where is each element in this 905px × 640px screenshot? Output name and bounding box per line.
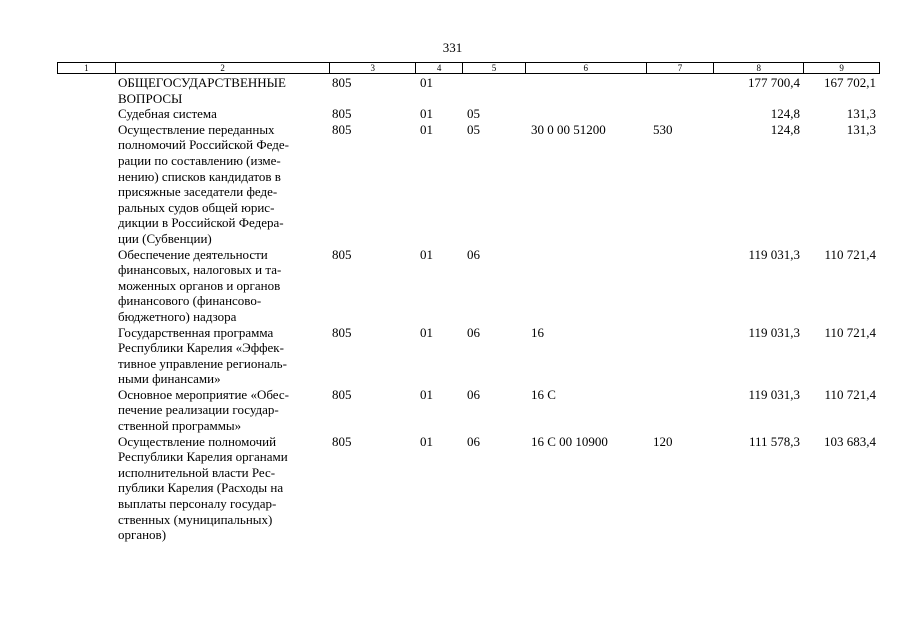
row-target-article: 30 0 00 51200 <box>531 121 606 137</box>
row-section: 01 <box>420 246 433 262</box>
row-grbs: 805 <box>332 121 352 137</box>
row-name: ОБЩЕГОСУДАРСТВЕННЫЕ ВОПРОСЫ <box>118 75 286 106</box>
row-expense-type <box>647 325 715 387</box>
row-name: Осуществление переданных полномочий Российской Феде- рации по составлению (изме- нению) списков кандидатов в присяжные заседатели феде- ральных судов общей юрис- дикции в Российской Федера- ции (Субвенции) <box>118 121 289 246</box>
row-grbs: 805 <box>332 106 352 122</box>
row-subsection: 06 <box>467 433 480 449</box>
row-grbs: 805 <box>332 246 352 262</box>
row-section: 01 <box>420 433 433 449</box>
page-number: 331 <box>442 40 463 55</box>
row-sum-year1: 119 031,3 <box>748 246 800 262</box>
row-sum-year2: 110 721,4 <box>824 246 876 262</box>
row-subsection: 06 <box>467 386 480 402</box>
column-number-2: 2 <box>116 63 330 73</box>
row-subsection: 06 <box>467 324 480 340</box>
row-sum-year2: 110 721,4 <box>824 386 876 402</box>
budget-table-body <box>57 75 880 543</box>
row-expense-type <box>647 247 715 325</box>
row-expense-type <box>647 75 715 106</box>
table-row <box>57 434 880 543</box>
row-sum-year2: 131,3 <box>846 121 876 137</box>
row-name: Основное мероприятие «Обес- печение реализации государ- ственной программы» <box>118 386 289 434</box>
row-expense-type: 530 <box>653 121 673 137</box>
row-grbs: 805 <box>332 386 352 402</box>
row-expense-type <box>647 387 715 434</box>
row-grbs: 805 <box>332 433 352 449</box>
row-target-article <box>526 106 647 122</box>
row-sum-year1: 119 031,3 <box>748 386 800 402</box>
row-section: 01 <box>420 106 433 122</box>
row-grbs: 805 <box>332 75 352 90</box>
column-number-header <box>57 62 880 74</box>
table-row <box>57 122 880 247</box>
column-number-4: 4 <box>416 63 463 73</box>
row-subsection: 05 <box>467 121 480 137</box>
table-row <box>57 106 880 122</box>
row-target-article: 16 <box>531 324 544 340</box>
row-subsection <box>463 75 526 106</box>
row-sum-year2: 103 683,4 <box>824 433 876 449</box>
row-target-article: 16 С <box>531 386 556 402</box>
row-name: Осуществление полномочий Республики Карелия органами исполнительной власти Рес- публики Карелия (Расходы на выплаты персоналу государ- ственных (муниципальных) органов) <box>118 433 288 543</box>
row-name: Государственная программа Республики Карелия «Эффек- тивное управление региональ- ными финансами» <box>118 324 287 387</box>
row-sum-year1: 177 700,4 <box>748 75 800 90</box>
row-section: 01 <box>420 75 433 90</box>
row-sum-year2: 110 721,4 <box>824 324 876 340</box>
table-row <box>57 387 880 434</box>
column-number-1: 1 <box>58 63 116 73</box>
row-sum-year1: 119 031,3 <box>748 324 800 340</box>
row-section: 01 <box>420 386 433 402</box>
table-row <box>57 75 880 106</box>
row-sum-year2: 131,3 <box>846 106 876 122</box>
row-subsection: 05 <box>467 106 480 122</box>
row-expense-type: 120 <box>653 433 673 449</box>
column-number-6: 6 <box>526 63 647 73</box>
table-row <box>57 247 880 325</box>
row-sum-year1: 124,8 <box>770 121 800 137</box>
row-target-article <box>526 247 647 325</box>
column-number-9: 9 <box>839 63 844 73</box>
row-sum-year1: 111 578,3 <box>748 433 800 449</box>
row-sum-year2: 167 702,1 <box>824 75 876 90</box>
row-sum-year1: 124,8 <box>770 106 800 122</box>
column-number-8: 8 <box>714 63 804 73</box>
column-number-3: 3 <box>330 63 416 73</box>
column-number-7: 7 <box>647 63 715 73</box>
row-subsection: 06 <box>467 246 480 262</box>
row-target-article: 16 С 00 10900 <box>531 433 608 449</box>
row-expense-type <box>647 106 715 122</box>
row-name: Судебная система <box>118 106 217 122</box>
row-target-article <box>526 75 647 106</box>
row-section: 01 <box>420 121 433 137</box>
column-number-5: 5 <box>463 63 526 73</box>
row-name: Обеспечение деятельности финансовых, налоговых и та- моженных органов и органов финансового (финансово- бюджетного) надзора <box>118 246 282 324</box>
row-section: 01 <box>420 324 433 340</box>
row-grbs: 805 <box>332 324 352 340</box>
table-row <box>57 325 880 387</box>
